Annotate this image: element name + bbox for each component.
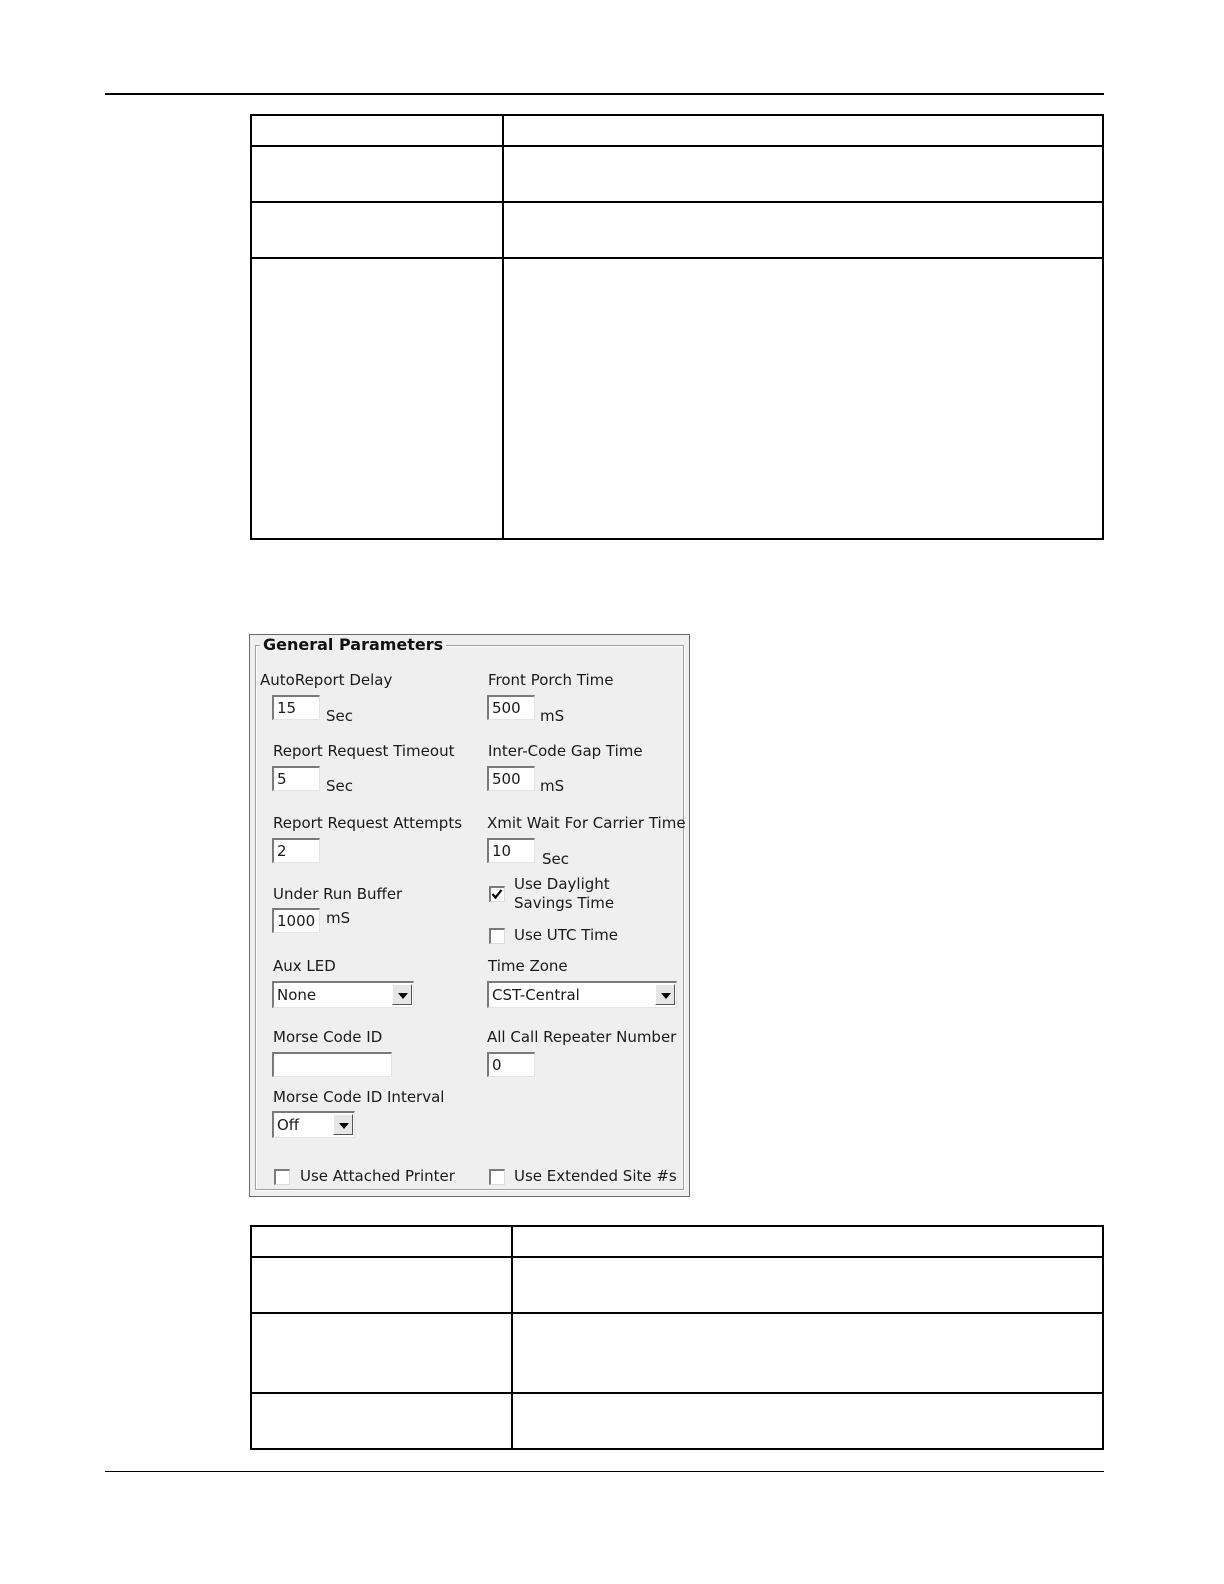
table-cell [512,1393,1103,1449]
table-cell [503,115,1103,146]
table-row [251,202,1103,258]
table-row [251,146,1103,202]
use-utc-time-label: Use UTC Time [514,926,619,944]
time-zone-label: Time Zone [488,957,568,975]
autoreport-delay-unit: Sec [326,707,353,725]
front-porch-time-input[interactable]: 500 [487,695,535,720]
chevron-down-icon[interactable] [392,984,412,1005]
chevron-down-icon[interactable] [655,984,675,1005]
morse-code-id-input[interactable] [272,1052,392,1077]
table-row [251,258,1103,539]
parameter-table-top [250,114,1104,540]
inter-code-gap-time-input[interactable]: 500 [487,766,535,791]
table-cell [251,202,503,258]
group-title: General Parameters [260,635,446,654]
table-row [251,1257,1103,1313]
use-utc-time-checkbox[interactable] [489,928,505,944]
report-request-timeout-unit: Sec [326,777,353,795]
aux-led-value: None [277,986,317,1004]
table-cell [512,1226,1103,1257]
xmit-wait-for-carrier-time-input[interactable]: 10 [487,838,535,863]
front-porch-time-label: Front Porch Time [488,671,614,689]
morse-code-id-label: Morse Code ID [273,1028,383,1046]
all-call-repeater-number-input[interactable]: 0 [487,1052,535,1077]
morse-code-id-interval-label: Morse Code ID Interval [273,1088,445,1106]
table-cell [251,146,503,202]
table-row [251,1393,1103,1449]
front-porch-time-unit: mS [540,707,565,725]
use-attached-printer-label: Use Attached Printer [300,1167,455,1185]
header-rule [105,93,1104,95]
autoreport-delay-input[interactable]: 15 [272,695,320,720]
chevron-down-icon[interactable] [333,1114,353,1135]
table-cell [251,1257,512,1313]
table-cell [503,202,1103,258]
xmit-wait-for-carrier-time-unit: Sec [542,850,569,868]
under-run-buffer-input[interactable]: 1000 [272,908,320,933]
use-extended-site-numbers-checkbox[interactable] [489,1169,505,1185]
aux-led-label: Aux LED [273,957,336,975]
table-header-row [251,1226,1103,1257]
time-zone-value: CST-Central [492,986,580,1004]
table-cell [251,1313,512,1393]
use-attached-printer-checkbox[interactable] [274,1169,290,1185]
table-cell [251,1393,512,1449]
time-zone-select[interactable] [487,981,677,1008]
aux-led-select[interactable] [272,981,414,1008]
check-icon [491,888,503,900]
xmit-wait-for-carrier-time-label: Xmit Wait For Carrier Time [487,814,686,832]
table-cell [251,115,503,146]
table-row [251,1313,1103,1393]
report-request-timeout-label: Report Request Timeout [273,742,455,760]
table-cell [251,258,503,539]
report-request-attempts-input[interactable]: 2 [272,838,320,863]
autoreport-delay-label: AutoReport Delay [260,671,393,689]
use-extended-site-numbers-label: Use Extended Site #s [514,1167,677,1185]
use-daylight-savings-time-checkbox[interactable] [489,886,505,902]
all-call-repeater-number-label: All Call Repeater Number [487,1028,677,1046]
use-daylight-savings-time-label-line2: Savings Time [514,894,615,912]
table-cell [512,1313,1103,1393]
footer-rule [105,1471,1104,1472]
report-request-timeout-input[interactable]: 5 [272,766,320,791]
morse-code-id-interval-select[interactable] [272,1111,355,1138]
inter-code-gap-time-unit: mS [540,777,565,795]
table-cell [503,146,1103,202]
table-cell [251,1226,512,1257]
report-request-attempts-label: Report Request Attempts [273,814,463,832]
under-run-buffer-unit: mS [326,909,351,927]
table-cell [512,1257,1103,1313]
use-daylight-savings-time-label-line1: Use Daylight [514,875,610,893]
parameter-table-bottom [250,1225,1104,1450]
under-run-buffer-label: Under Run Buffer [273,885,403,903]
table-cell [503,258,1103,539]
inter-code-gap-time-label: Inter-Code Gap Time [488,742,643,760]
morse-code-id-interval-value: Off [277,1116,300,1134]
table-header-row [251,115,1103,146]
general-parameters-dialog [249,634,690,1197]
